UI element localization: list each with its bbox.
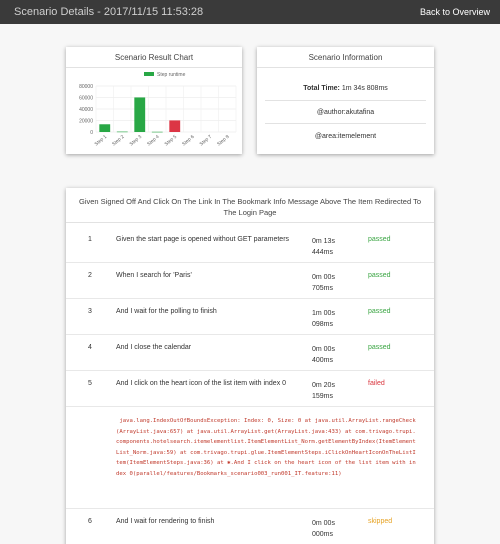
x-tick-label: Step 6: [181, 134, 196, 148]
row-divider: [66, 508, 434, 509]
total-time: [265, 85, 426, 92]
step-status: passed: [368, 308, 391, 315]
step-number: 2: [88, 272, 92, 279]
step-text: And I click on the heart icon of the list item with index 0: [116, 380, 287, 387]
total-time-value: 1m 34s 808ms: [341, 85, 388, 92]
area-tag: @area:itemelement: [314, 133, 377, 140]
step-number: 6: [88, 518, 92, 525]
step-runtime-chart: [66, 69, 242, 153]
info-card-title: Scenario Information: [257, 47, 434, 68]
step-text: Given the start page is opened without GET parameters: [116, 236, 290, 243]
x-tick-label: Step 5: [164, 134, 179, 148]
y-tick-label: 0: [90, 130, 93, 136]
x-tick-label: Step 4: [146, 134, 161, 148]
row-divider: [66, 370, 434, 371]
scenario-result-chart-card: [66, 47, 242, 154]
legend-label: Step runtime: [157, 72, 186, 78]
scenario-information-card: [257, 47, 434, 154]
bar: [169, 120, 180, 132]
step-duration: 0m 13s 444ms: [312, 238, 335, 256]
step-duration: 0m 00s 400ms: [312, 346, 335, 364]
row-divider: [66, 262, 434, 263]
row-divider: [66, 406, 434, 407]
step-text: And I close the calendar: [116, 344, 192, 351]
step-status: passed: [368, 272, 391, 279]
bar: [152, 132, 163, 133]
y-tick-label: 20000: [79, 118, 93, 125]
x-tick-label: Step 2: [111, 134, 126, 148]
x-tick-label: Step 3: [129, 134, 144, 148]
step-number: 4: [88, 344, 92, 351]
x-tick-label: Step 1: [94, 134, 109, 148]
step-status: failed: [368, 380, 385, 387]
step-status: skipped: [368, 518, 393, 525]
step-number: 5: [88, 380, 92, 387]
scenario-steps-card: [66, 188, 434, 544]
x-tick-label: Step 8: [216, 134, 231, 148]
bar: [134, 97, 145, 132]
total-time-label: Total Time:: [303, 85, 340, 92]
step-duration: 1m 00s 098ms: [312, 310, 335, 328]
top-bar: [0, 0, 500, 24]
bar: [99, 124, 110, 132]
step-duration: 0m 00s 705ms: [312, 274, 335, 292]
divider: [265, 100, 426, 101]
scenario-title: Given Signed Off And Click On The Link In The Bookmark Info Message Above The Item Redirected To The Login Page: [66, 188, 434, 223]
step-text: And I wait for the polling to finish: [116, 308, 217, 315]
step-status: passed: [368, 236, 391, 243]
step-number: 1: [88, 236, 92, 243]
step-number: 3: [88, 308, 92, 315]
y-tick-label: 40000: [79, 107, 93, 113]
step-text: When I search for 'Paris': [116, 272, 192, 279]
divider: [265, 123, 426, 124]
step-duration: 0m 20s 159ms: [312, 382, 335, 400]
bar: [117, 132, 128, 133]
y-tick-label: 80000: [79, 84, 93, 90]
author-tag: @author:akutafina: [316, 109, 375, 116]
row-divider: [66, 334, 434, 335]
chart-card-title: Scenario Result Chart: [66, 47, 242, 68]
step-status: passed: [368, 344, 391, 351]
step-text: And I wait for rendering to finish: [116, 518, 215, 525]
page-title: Scenario Details - 2017/11/15 11:53:28: [14, 6, 204, 18]
step-duration: 0m 00s 000ms: [312, 520, 335, 538]
y-tick-label: 60000: [79, 95, 93, 102]
row-divider: [66, 298, 434, 299]
error-stacktrace: java.lang.IndexOutOfBoundsException: Index: 0, Size: 0 at java.util.ArrayList.rangeCheck(ArrayList.java:657) at java.util.ArrayList.get(ArrayList.java:433) at com.trivago.trupi.components.hotelsearch.itemelementlist.ItemElementList_Norm.getElementByIndex(ItemElementList_Norm.java:59) at com.trivago.trupi.glue.ItemElementSteps.iClickOnHeartIconOnTheListItem(ItemElementSteps.java:36) at ✱.And I click on the heart icon of the list item with index 0(parallel/features/Bookmarks_scenario003_run001_IT.feature:11): [116, 418, 416, 477]
back-to-overview-link[interactable]: Back to Overview: [419, 7, 490, 17]
legend-swatch: [144, 72, 154, 76]
x-tick-label: Step 7: [199, 134, 214, 148]
